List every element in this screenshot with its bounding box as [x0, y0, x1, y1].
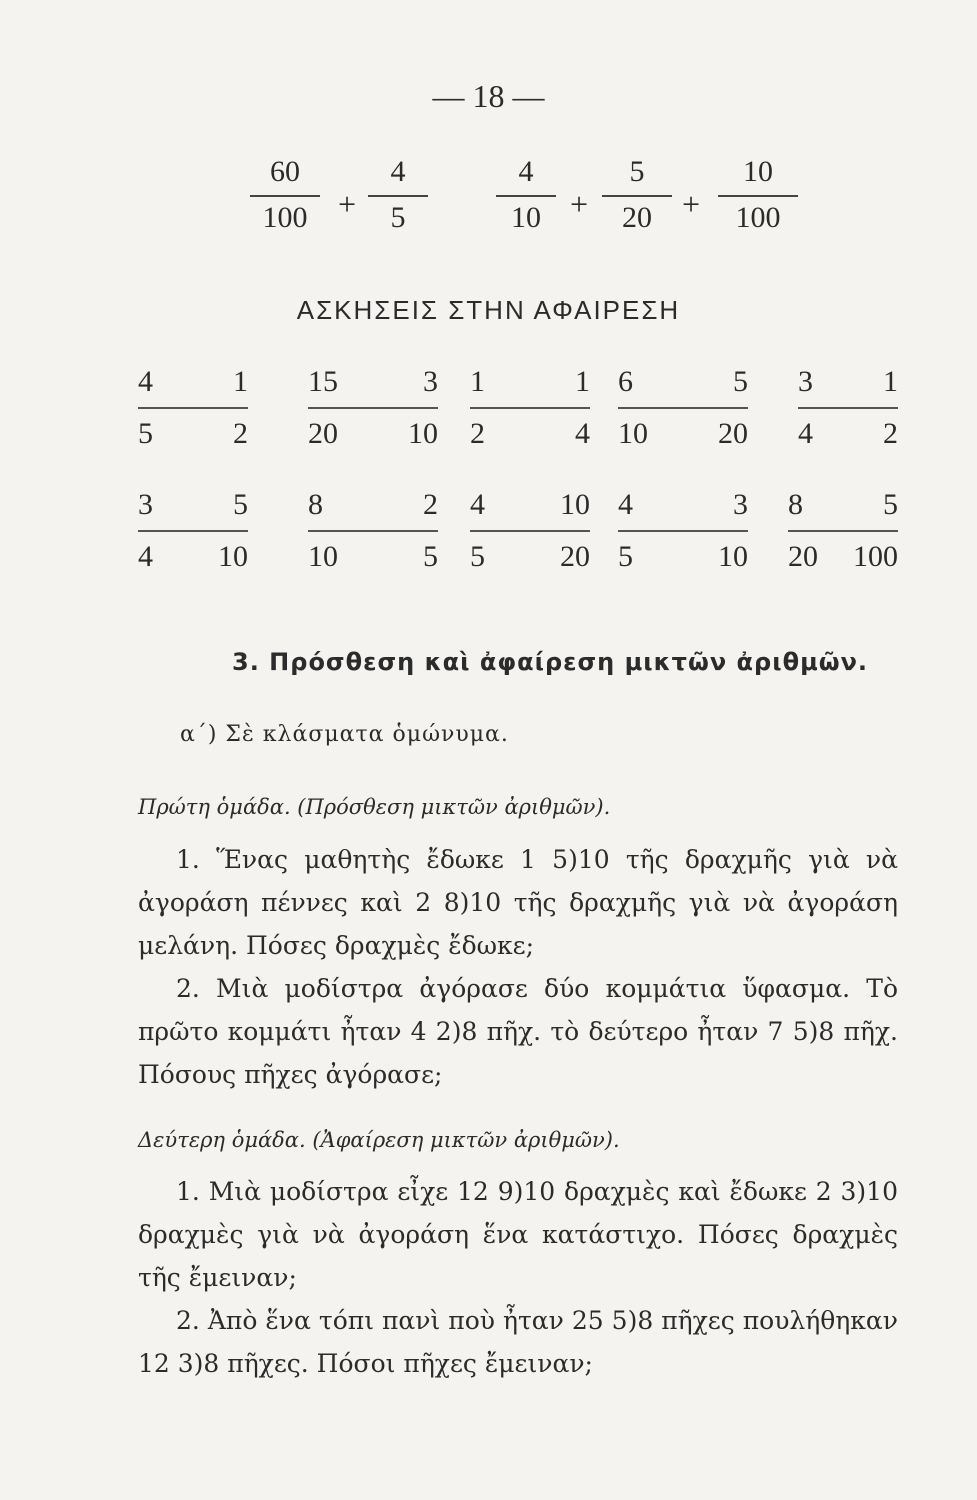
problem-paragraph: 1. Μιὰ μοδίστρα εἶχε 12 9)10 δραχμὲς καὶ ἔδωκε 2 3)10 δραχμὲς γιὰ νὰ ἀγοράση ἕνα κατάστιχο. Πόσες δραχμὲς τῆς ἔμειναν; [138, 1177, 898, 1292]
fraction: 4 5 [368, 155, 428, 235]
fraction: 10 100 [718, 155, 798, 235]
subtraction-pair: 3 5 4 10 [138, 488, 248, 573]
subtraction-row [138, 365, 898, 475]
subtraction-pair: 8 2 10 5 [308, 488, 438, 573]
group-title: Δεύτερη ὁμάδα. (Ἀφαίρεση μικτῶν ἀριθμῶν). [138, 1128, 620, 1152]
subtraction-pair: 4 10 5 20 [470, 488, 590, 573]
subtraction-pair: 4 3 5 10 [618, 488, 748, 573]
fraction: 60 100 [250, 155, 320, 235]
subtraction-row [138, 488, 898, 598]
problem-paragraph: 2. Μιὰ μοδίστρα ἀγόρασε δύο κομμάτια ὕφασμα. Τὸ πρῶτο κομμάτι ἦταν 4 2)8 πῆχ. τὸ δεύτερο ἦταν 7 5)8 πῆχ. Πόσους πῆχες ἀγόρασε; [138, 974, 898, 1089]
fraction: 5 20 [602, 155, 672, 235]
group-title: Πρώτη ὁμάδα. (Πρόσθεση μικτῶν ἀριθμῶν). [138, 795, 611, 819]
subtraction-pair: 6 5 10 20 [618, 365, 748, 450]
subtraction-pair: 1 1 2 4 [470, 365, 590, 450]
plus-sign: + [682, 186, 701, 222]
subtraction-pair: 15 3 20 10 [308, 365, 438, 450]
fraction: 4 10 [496, 155, 556, 235]
subtraction-pair: 4 1 5 2 [138, 365, 248, 450]
problem-paragraph: 2. Ἀπὸ ἕνα τόπι πανὶ ποὺ ἦταν 25 5)8 πῆχες πουλήθηκαν 12 3)8 πῆχες. Πόσοι πῆχες ἔμειναν; [138, 1306, 898, 1378]
subtraction-pair: 8 5 20 100 [788, 488, 898, 573]
problem-paragraph: 1. Ἕνας μαθητὴς ἔδωκε 1 5)10 τῆς δραχμῆς γιὰ νὰ ἀγοράση πέννες καὶ 2 8)10 τῆς δραχμῆς γιὰ νὰ ἀγοράση μελάνη. Πόσες δραχμὲς ἔδωκε; [138, 845, 898, 960]
plus-sign: + [570, 186, 589, 222]
exercises-title: ΑΣΚΗΣΕΙΣ ΣΤΗΝ ΑΦΑΙΡΕΣΗ [296, 295, 681, 325]
subtraction-pair: 3 1 4 2 [798, 365, 898, 450]
plus-sign: + [338, 186, 357, 222]
section-heading: 3. Πρόσθεση καὶ ἀφαίρεση μικτῶν ἀριθμῶν. [232, 648, 869, 676]
subheading: α΄) Σὲ κλάσματα ὁμώνυμα. [180, 722, 509, 747]
page-number: — 18 — [432, 78, 545, 114]
